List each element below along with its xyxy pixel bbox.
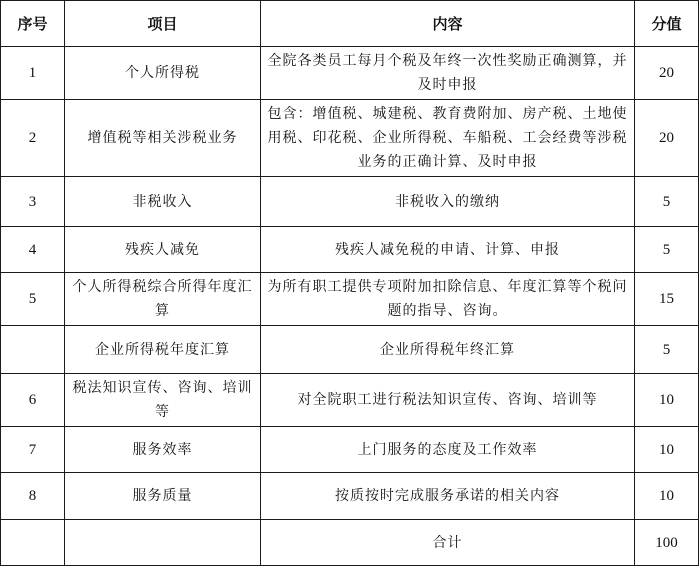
total-row	[1, 520, 699, 566]
table-row	[1, 100, 699, 177]
row-score: 5	[635, 177, 699, 227]
row-item: 个人所得税综合所得年度汇算	[65, 273, 261, 326]
row-seq: 7	[1, 427, 65, 473]
row-seq: 8	[1, 473, 65, 520]
row-score: 10	[635, 374, 699, 427]
row-seq: 6	[1, 374, 65, 427]
row-content: 包含：增值税、城建税、教育费附加、房产税、土地使用税、印花税、企业所得税、车船税、工会经费等涉税业务的正确计算、及时申报	[261, 100, 635, 177]
row-score: 10	[635, 473, 699, 520]
row-score: 5	[635, 227, 699, 273]
row-item: 个人所得税	[65, 47, 261, 100]
row-item: 非税收入	[65, 177, 261, 227]
row-score: 10	[635, 427, 699, 473]
header-item: 项目	[65, 1, 261, 47]
total-seq	[1, 520, 65, 566]
total-score: 100	[635, 520, 699, 566]
row-item: 税法知识宣传、咨询、培训等	[65, 374, 261, 427]
total-item	[65, 520, 261, 566]
row-content: 上门服务的态度及工作效率	[261, 427, 635, 473]
row-content: 对全院职工进行税法知识宣传、咨询、培训等	[261, 374, 635, 427]
row-item: 服务质量	[65, 473, 261, 520]
row-content: 按质按时完成服务承诺的相关内容	[261, 473, 635, 520]
row-seq: 4	[1, 227, 65, 273]
table-row	[1, 473, 699, 520]
row-content: 残疾人减免税的申请、计算、申报	[261, 227, 635, 273]
header-seq: 序号	[1, 1, 65, 47]
table-row	[1, 326, 699, 374]
row-score: 5	[635, 326, 699, 374]
row-item: 增值税等相关涉税业务	[65, 100, 261, 177]
header-score: 分值	[635, 1, 699, 47]
table-row	[1, 47, 699, 100]
row-seq: 2	[1, 100, 65, 177]
header-row	[1, 1, 699, 47]
row-content: 企业所得税年终汇算	[261, 326, 635, 374]
row-score: 20	[635, 100, 699, 177]
row-item: 残疾人减免	[65, 227, 261, 273]
table-row	[1, 177, 699, 227]
row-content: 非税收入的缴纳	[261, 177, 635, 227]
row-seq: 1	[1, 47, 65, 100]
row-item: 企业所得税年度汇算	[65, 326, 261, 374]
total-label: 合计	[261, 520, 635, 566]
table-row	[1, 227, 699, 273]
header-content: 内容	[261, 1, 635, 47]
row-content: 为所有职工提供专项附加扣除信息、年度汇算等个税问题的指导、咨询。	[261, 273, 635, 326]
row-seq: 5	[1, 273, 65, 326]
row-score: 20	[635, 47, 699, 100]
table-row	[1, 273, 699, 326]
row-content: 全院各类员工每月个税及年终一次性奖励正确测算，并及时申报	[261, 47, 635, 100]
row-score: 15	[635, 273, 699, 326]
table-row	[1, 427, 699, 473]
table-row	[1, 374, 699, 427]
row-seq: 3	[1, 177, 65, 227]
row-seq	[1, 326, 65, 374]
row-item: 服务效率	[65, 427, 261, 473]
